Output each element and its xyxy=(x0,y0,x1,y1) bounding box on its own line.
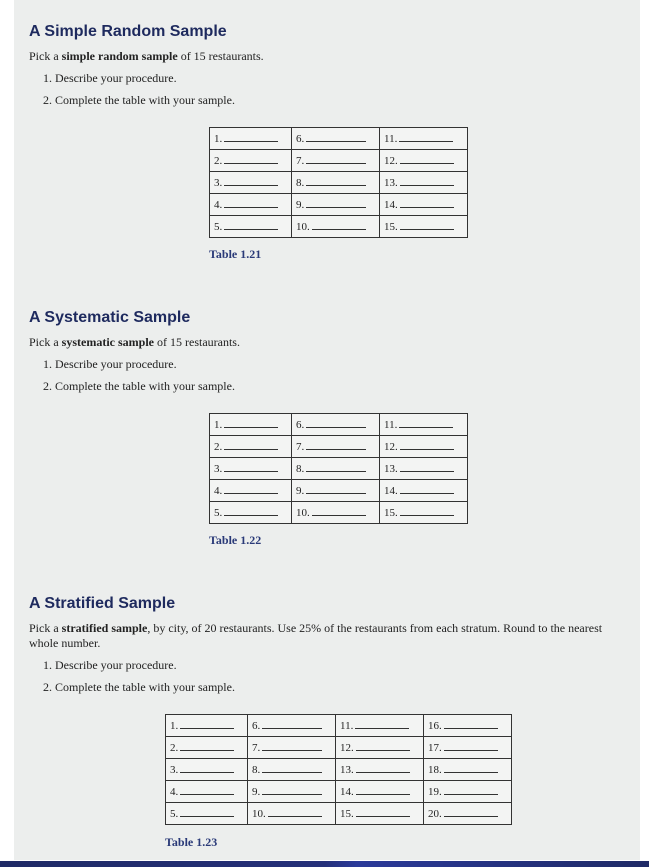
blank-cell[interactable] xyxy=(292,502,380,524)
blank-line[interactable] xyxy=(444,763,498,773)
blank-number: 7. xyxy=(296,441,305,453)
section-title: A Stratified Sample xyxy=(29,595,176,612)
blank-line[interactable] xyxy=(356,741,410,751)
section-title: A Simple Random Sample xyxy=(29,23,227,40)
blank-cell[interactable] xyxy=(210,194,292,216)
blank-line[interactable] xyxy=(224,440,278,450)
blank-cell[interactable] xyxy=(166,781,248,803)
step-item: 2. Complete the table with your sample. xyxy=(55,379,634,393)
steps-list xyxy=(29,658,634,694)
blank-number: 8. xyxy=(252,764,261,776)
blank-number: 10. xyxy=(296,507,310,519)
section-systematic xyxy=(29,309,634,401)
blank-number: 10. xyxy=(296,221,310,233)
blank-line[interactable] xyxy=(312,506,366,516)
blank-cell[interactable] xyxy=(424,781,512,803)
blank-cell[interactable] xyxy=(292,128,380,150)
table-row xyxy=(210,414,468,436)
blank-number: 19. xyxy=(428,786,442,798)
step-item: 2. Complete the table with your sample. xyxy=(55,93,634,107)
blank-cell[interactable] xyxy=(166,803,248,825)
blank-number: 3. xyxy=(214,463,223,475)
blank-line[interactable] xyxy=(224,506,278,516)
table-caption: Table 1.21 xyxy=(209,247,262,261)
blank-cell[interactable] xyxy=(210,414,292,436)
blank-number: 9. xyxy=(296,199,305,211)
blank-number: 3. xyxy=(170,764,179,776)
blank-number: 5. xyxy=(170,808,179,820)
blank-number: 13. xyxy=(384,463,398,475)
blank-number: 1. xyxy=(170,720,179,732)
blank-cell[interactable] xyxy=(336,737,424,759)
sample-table xyxy=(209,413,468,524)
blank-line[interactable] xyxy=(262,785,322,795)
table-row xyxy=(166,759,512,781)
table-row xyxy=(210,502,468,524)
blank-cell[interactable] xyxy=(210,480,292,502)
blank-cell[interactable] xyxy=(336,715,424,737)
blank-number: 14. xyxy=(384,199,398,211)
blank-line[interactable] xyxy=(400,484,454,494)
blank-cell[interactable] xyxy=(380,480,468,502)
blank-number: 16. xyxy=(428,720,442,732)
blank-number: 12. xyxy=(384,441,398,453)
blank-line[interactable] xyxy=(306,154,366,164)
section-title: A Systematic Sample xyxy=(29,309,191,326)
blank-number: 17. xyxy=(428,742,442,754)
step-item: 1. Describe your procedure. xyxy=(55,357,634,371)
blank-cell[interactable] xyxy=(166,759,248,781)
blank-cell[interactable] xyxy=(210,128,292,150)
blank-number: 10. xyxy=(252,808,266,820)
table-row xyxy=(210,436,468,458)
blank-number: 5. xyxy=(214,221,223,233)
blank-cell[interactable] xyxy=(210,502,292,524)
steps-list xyxy=(29,71,634,107)
blank-cell[interactable] xyxy=(292,414,380,436)
blank-line[interactable] xyxy=(306,132,366,142)
step-item: 2. Complete the table with your sample. xyxy=(55,680,634,694)
blank-line[interactable] xyxy=(312,220,366,230)
step-item: 1. Describe your procedure. xyxy=(55,658,634,672)
blank-line[interactable] xyxy=(262,763,322,773)
blank-cell[interactable] xyxy=(424,737,512,759)
blank-number: 11. xyxy=(340,720,354,732)
blank-line[interactable] xyxy=(400,220,454,230)
blank-cell[interactable] xyxy=(292,480,380,502)
blank-line[interactable] xyxy=(180,807,234,817)
blank-line[interactable] xyxy=(180,785,234,795)
blank-cell[interactable] xyxy=(248,715,336,737)
blank-number: 6. xyxy=(296,419,305,431)
blank-line[interactable] xyxy=(224,132,278,142)
blank-line[interactable] xyxy=(400,176,454,186)
blank-number: 5. xyxy=(214,507,223,519)
blank-line[interactable] xyxy=(306,176,366,186)
blank-number: 18. xyxy=(428,764,442,776)
blank-number: 4. xyxy=(170,786,179,798)
section-stratified xyxy=(29,595,634,702)
table-row xyxy=(210,480,468,502)
table-row xyxy=(210,150,468,172)
blank-line[interactable] xyxy=(400,198,454,208)
blank-line[interactable] xyxy=(224,198,278,208)
blank-line[interactable] xyxy=(400,154,454,164)
blank-line[interactable] xyxy=(444,807,498,817)
section-intro: Pick a simple random sample of 15 restaurants. xyxy=(29,49,264,63)
blank-cell[interactable] xyxy=(380,194,468,216)
blank-number: 7. xyxy=(252,742,261,754)
blank-line[interactable] xyxy=(444,719,498,729)
blank-cell[interactable] xyxy=(292,216,380,238)
blank-cell[interactable] xyxy=(336,781,424,803)
blank-line[interactable] xyxy=(306,418,366,428)
blank-cell[interactable] xyxy=(210,458,292,480)
blank-line[interactable] xyxy=(399,418,453,428)
blank-number: 15. xyxy=(384,507,398,519)
blank-line[interactable] xyxy=(306,198,366,208)
step-item: 1. Describe your procedure. xyxy=(55,71,634,85)
blank-number: 14. xyxy=(340,786,354,798)
blank-cell[interactable] xyxy=(380,150,468,172)
blank-number: 11. xyxy=(384,133,398,145)
blank-number: 4. xyxy=(214,485,223,497)
blank-number: 15. xyxy=(384,221,398,233)
blank-cell[interactable] xyxy=(210,436,292,458)
table-row xyxy=(166,803,512,825)
table-caption: Table 1.23 xyxy=(165,835,218,849)
blank-line[interactable] xyxy=(180,719,234,729)
blank-cell[interactable] xyxy=(166,715,248,737)
blank-number: 2. xyxy=(214,155,223,167)
blank-line[interactable] xyxy=(180,763,234,773)
blank-line[interactable] xyxy=(399,132,453,142)
table-row xyxy=(210,216,468,238)
blank-line[interactable] xyxy=(356,785,410,795)
blank-line[interactable] xyxy=(355,719,409,729)
blank-number: 1. xyxy=(214,419,223,431)
blank-cell[interactable] xyxy=(292,150,380,172)
blank-line[interactable] xyxy=(224,484,278,494)
blank-cell[interactable] xyxy=(424,759,512,781)
blank-cell[interactable] xyxy=(380,436,468,458)
blank-line[interactable] xyxy=(262,741,322,751)
sample-table xyxy=(209,127,468,238)
blank-cell[interactable] xyxy=(380,502,468,524)
blank-cell[interactable] xyxy=(424,715,512,737)
blank-number: 9. xyxy=(252,786,261,798)
blank-number: 13. xyxy=(384,177,398,189)
blank-number: 4. xyxy=(214,199,223,211)
table-caption: Table 1.22 xyxy=(209,533,262,547)
blank-line[interactable] xyxy=(356,807,410,817)
blank-number: 6. xyxy=(252,720,261,732)
blank-number: 13. xyxy=(340,764,354,776)
blank-cell[interactable] xyxy=(248,737,336,759)
blank-cell[interactable] xyxy=(248,759,336,781)
blank-number: 12. xyxy=(340,742,354,754)
table-row xyxy=(166,737,512,759)
blank-cell[interactable] xyxy=(380,458,468,480)
blank-cell[interactable] xyxy=(210,216,292,238)
blank-number: 2. xyxy=(170,742,179,754)
table-row xyxy=(210,128,468,150)
blank-line[interactable] xyxy=(444,741,498,751)
section-intro: Pick a systematic sample of 15 restaurants. xyxy=(29,335,240,349)
blank-line[interactable] xyxy=(306,484,366,494)
table-row xyxy=(210,458,468,480)
section-intro: Pick a stratified sample, by city, of 20 restaurants. Use 25% of the restaurants from each stratum. Round to the nearest whole number. xyxy=(29,621,603,650)
blank-cell[interactable] xyxy=(380,414,468,436)
blank-number: 9. xyxy=(296,485,305,497)
blank-cell[interactable] xyxy=(210,150,292,172)
blank-line[interactable] xyxy=(224,220,278,230)
blank-number: 14. xyxy=(384,485,398,497)
blank-cell[interactable] xyxy=(210,172,292,194)
blank-line[interactable] xyxy=(306,462,366,472)
blank-line[interactable] xyxy=(262,719,322,729)
table-row xyxy=(166,781,512,803)
bottom-bar xyxy=(0,861,649,867)
blank-number: 12. xyxy=(384,155,398,167)
blank-line[interactable] xyxy=(356,763,410,773)
blank-cell[interactable] xyxy=(248,803,336,825)
blank-line[interactable] xyxy=(306,440,366,450)
blank-number: 1. xyxy=(214,133,223,145)
blank-cell[interactable] xyxy=(248,781,336,803)
blank-cell[interactable] xyxy=(424,803,512,825)
blank-number: 6. xyxy=(296,133,305,145)
table-row xyxy=(210,172,468,194)
blank-line[interactable] xyxy=(400,462,454,472)
blank-line[interactable] xyxy=(180,741,234,751)
table-row xyxy=(210,194,468,216)
blank-number: 8. xyxy=(296,177,305,189)
blank-cell[interactable] xyxy=(336,803,424,825)
table-row xyxy=(166,715,512,737)
steps-list xyxy=(29,357,634,393)
sample-table xyxy=(165,714,512,825)
blank-line[interactable] xyxy=(224,418,278,428)
blank-cell[interactable] xyxy=(292,436,380,458)
blank-number: 7. xyxy=(296,155,305,167)
blank-line[interactable] xyxy=(400,506,454,516)
blank-line[interactable] xyxy=(444,785,498,795)
blank-cell[interactable] xyxy=(292,458,380,480)
blank-cell[interactable] xyxy=(292,194,380,216)
blank-cell[interactable] xyxy=(380,216,468,238)
blank-number: 3. xyxy=(214,177,223,189)
section-simple-random xyxy=(29,23,634,115)
blank-cell[interactable] xyxy=(336,759,424,781)
blank-number: 20. xyxy=(428,808,442,820)
blank-number: 11. xyxy=(384,419,398,431)
blank-line[interactable] xyxy=(224,176,278,186)
blank-cell[interactable] xyxy=(166,737,248,759)
blank-cell[interactable] xyxy=(380,172,468,194)
blank-line[interactable] xyxy=(224,462,278,472)
blank-cell[interactable] xyxy=(292,172,380,194)
blank-number: 2. xyxy=(214,441,223,453)
blank-number: 15. xyxy=(340,808,354,820)
blank-cell[interactable] xyxy=(380,128,468,150)
blank-line[interactable] xyxy=(268,807,322,817)
blank-line[interactable] xyxy=(224,154,278,164)
blank-line[interactable] xyxy=(400,440,454,450)
blank-number: 8. xyxy=(296,463,305,475)
